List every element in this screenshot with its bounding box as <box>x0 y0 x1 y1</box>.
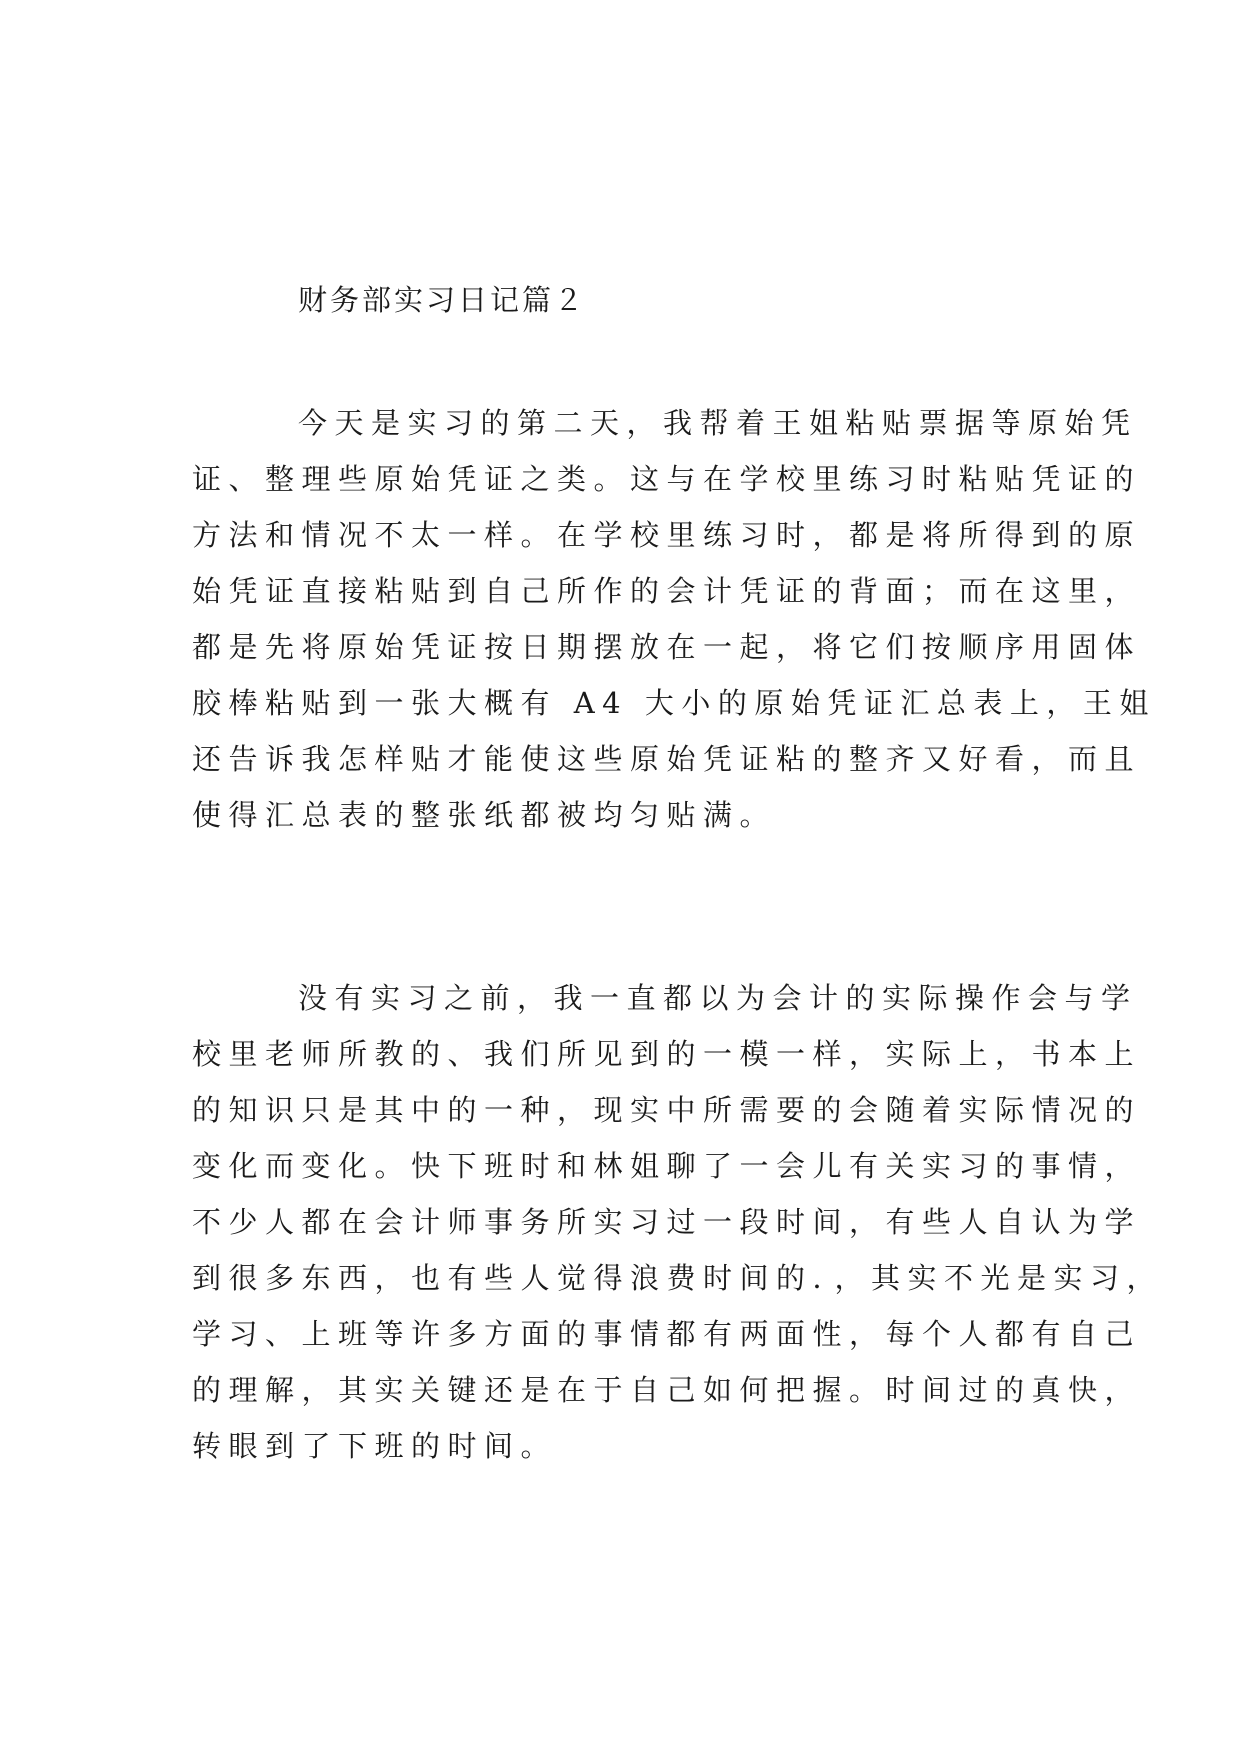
paragraph-1-line: 还告诉我怎样贴才能使这些原始凭证粘的整齐又好看，而且 <box>192 742 1142 776</box>
paragraph-2-line: 不少人都在会计师事务所实习过一段时间，有些人自认为学 <box>192 1205 1142 1239</box>
paragraph-1-line: 方法和情况不太一样。在学校里练习时，都是将所得到的原 <box>192 518 1142 552</box>
paragraph-1-line: 使得汇总表的整张纸都被均匀贴满。 <box>192 798 777 832</box>
paragraph-2-line: 转眼到了下班的时间。 <box>192 1429 558 1463</box>
paragraph-1-line: 胶棒粘贴到一张大概有 A4 大小的原始凭证汇总表上，王姐 <box>192 686 1156 720</box>
paragraph-1-line: 都是先将原始凭证按日期摆放在一起，将它们按顺序用固体 <box>192 630 1142 664</box>
paragraph-2-line: 学习、上班等许多方面的事情都有两面性，每个人都有自己 <box>192 1317 1142 1351</box>
paragraph-2-line: 变化而变化。快下班时和林姐聊了一会儿有关实习的事情， <box>192 1149 1142 1183</box>
paragraph-2-line: 的理解，其实关键还是在于自己如何把握。时间过的真快， <box>192 1373 1142 1407</box>
paragraph-2-line: 没有实习之前，我一直都以为会计的实际操作会与学 <box>298 981 1138 1015</box>
paragraph-2-line: 的知识只是其中的一种，现实中所需要的会随着实际情况的 <box>192 1093 1142 1127</box>
paragraph-1-line: 始凭证直接粘贴到自己所作的会计凭证的背面；而在这里， <box>192 574 1142 608</box>
paragraph-2-line: 校里老师所教的、我们所见到的一模一样，实际上，书本上 <box>192 1037 1142 1071</box>
paragraph-2-line: 到很多东西，也有些人觉得浪费时间的．，其实不光是实习， <box>192 1261 1164 1295</box>
paragraph-1-line: 证、整理些原始凭证之类。这与在学校里练习时粘贴凭证的 <box>192 462 1142 496</box>
document-title: 财务部实习日记篇２ <box>298 283 587 317</box>
paragraph-1-line: 今天是实习的第二天，我帮着王姐粘贴票据等原始凭 <box>298 406 1138 440</box>
